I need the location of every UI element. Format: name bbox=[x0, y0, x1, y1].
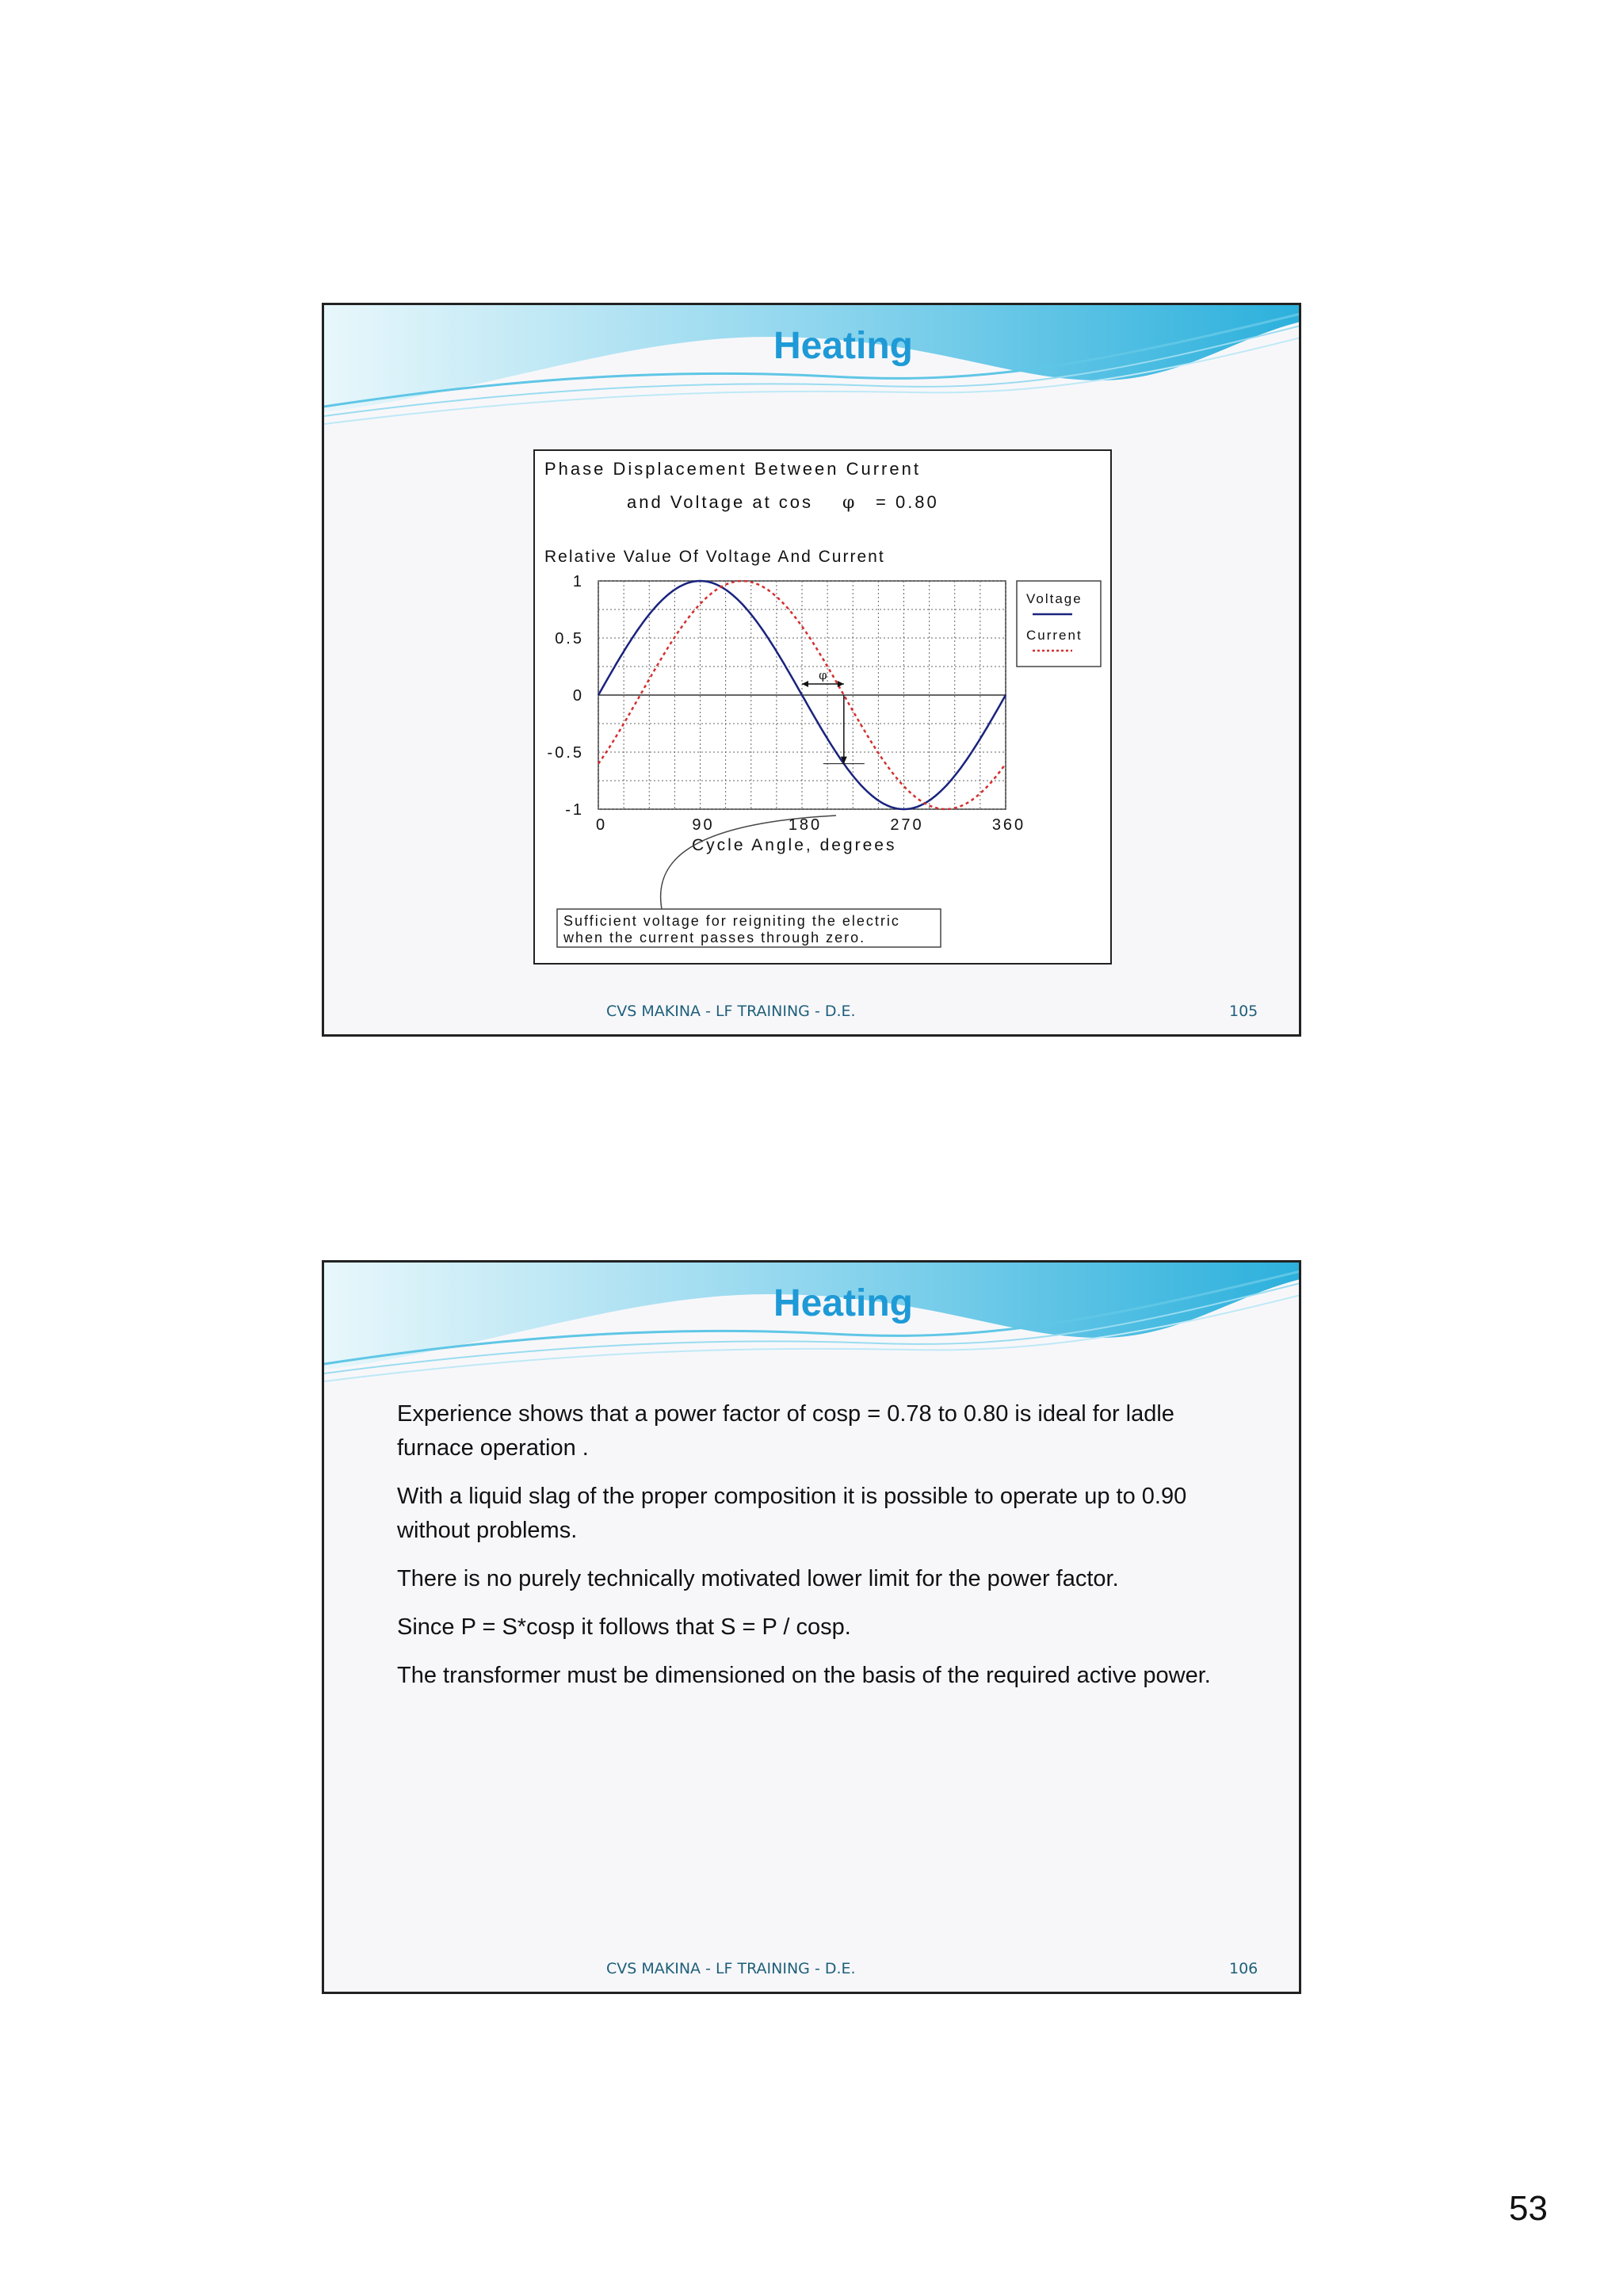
paragraph: The transformer must be dimensioned on the basis of the required active power. bbox=[397, 1663, 1211, 1688]
y-tick-label: 0 bbox=[572, 687, 584, 705]
slide-105 bbox=[322, 303, 1301, 1037]
y-tick-label: 0.5 bbox=[555, 630, 584, 648]
document-page-number: 53 bbox=[1509, 2189, 1548, 2228]
x-axis-label: Cycle Angle, degrees bbox=[692, 836, 897, 854]
phase-displacement-chart bbox=[535, 451, 1110, 963]
slide-title: Heating bbox=[773, 1282, 913, 1324]
x-tick-label: 360 bbox=[991, 816, 1026, 834]
y-tick-label: -0.5 bbox=[547, 744, 584, 762]
legend-label-voltage: Voltage bbox=[1026, 591, 1083, 606]
x-tick-label: 0 bbox=[595, 816, 608, 834]
slide-body bbox=[397, 1397, 1253, 1707]
figure-title-line2-suffix: = 0.80 bbox=[876, 492, 939, 512]
x-tick-label: 270 bbox=[890, 816, 924, 834]
y-tick-label: 1 bbox=[572, 573, 584, 590]
annotation-line1: Sufficient voltage for reigniting the electric bbox=[563, 913, 900, 929]
x-tick-label: 90 bbox=[692, 816, 715, 834]
y-tick-label: -1 bbox=[565, 801, 584, 819]
slide-page-number: 106 bbox=[1229, 1960, 1258, 1977]
figure-title-line2-prefix: and Voltage at cos bbox=[627, 492, 814, 512]
slide-footer: CVS MAKINA - LF TRAINING - D.E. bbox=[606, 1960, 856, 1977]
annotation-line2: when the current passes through zero. bbox=[563, 930, 866, 946]
plot-area bbox=[548, 573, 1026, 834]
phi-marker-label: φ bbox=[819, 668, 827, 682]
y-axis-label: Relative Value Of Voltage And Current bbox=[544, 548, 885, 566]
slide-page-number: 105 bbox=[1229, 1003, 1258, 1020]
paragraph: Experience shows that a power factor of cosp = 0.78 to 0.80 is ideal for ladle furnace operation . bbox=[397, 1401, 1174, 1461]
legend-label-current: Current bbox=[1026, 628, 1083, 643]
paragraph: There is no purely technically motivated lower limit for the power factor. bbox=[397, 1566, 1119, 1591]
paragraph: Since P = S*cosp it follows that S = P / cosp. bbox=[397, 1614, 851, 1640]
phase-displacement-figure bbox=[533, 449, 1112, 965]
paragraph: With a liquid slag of the proper composition it is possible to operate up to 0.90 without problems. bbox=[397, 1484, 1187, 1543]
slide-106 bbox=[322, 1260, 1301, 1994]
figure-title-phi: φ bbox=[842, 493, 855, 513]
figure-title-line1: Phase Displacement Between Current bbox=[544, 459, 921, 479]
slide-title: Heating bbox=[773, 325, 913, 367]
x-tick-label: 180 bbox=[788, 816, 823, 834]
slide-footer: CVS MAKINA - LF TRAINING - D.E. bbox=[606, 1003, 856, 1020]
